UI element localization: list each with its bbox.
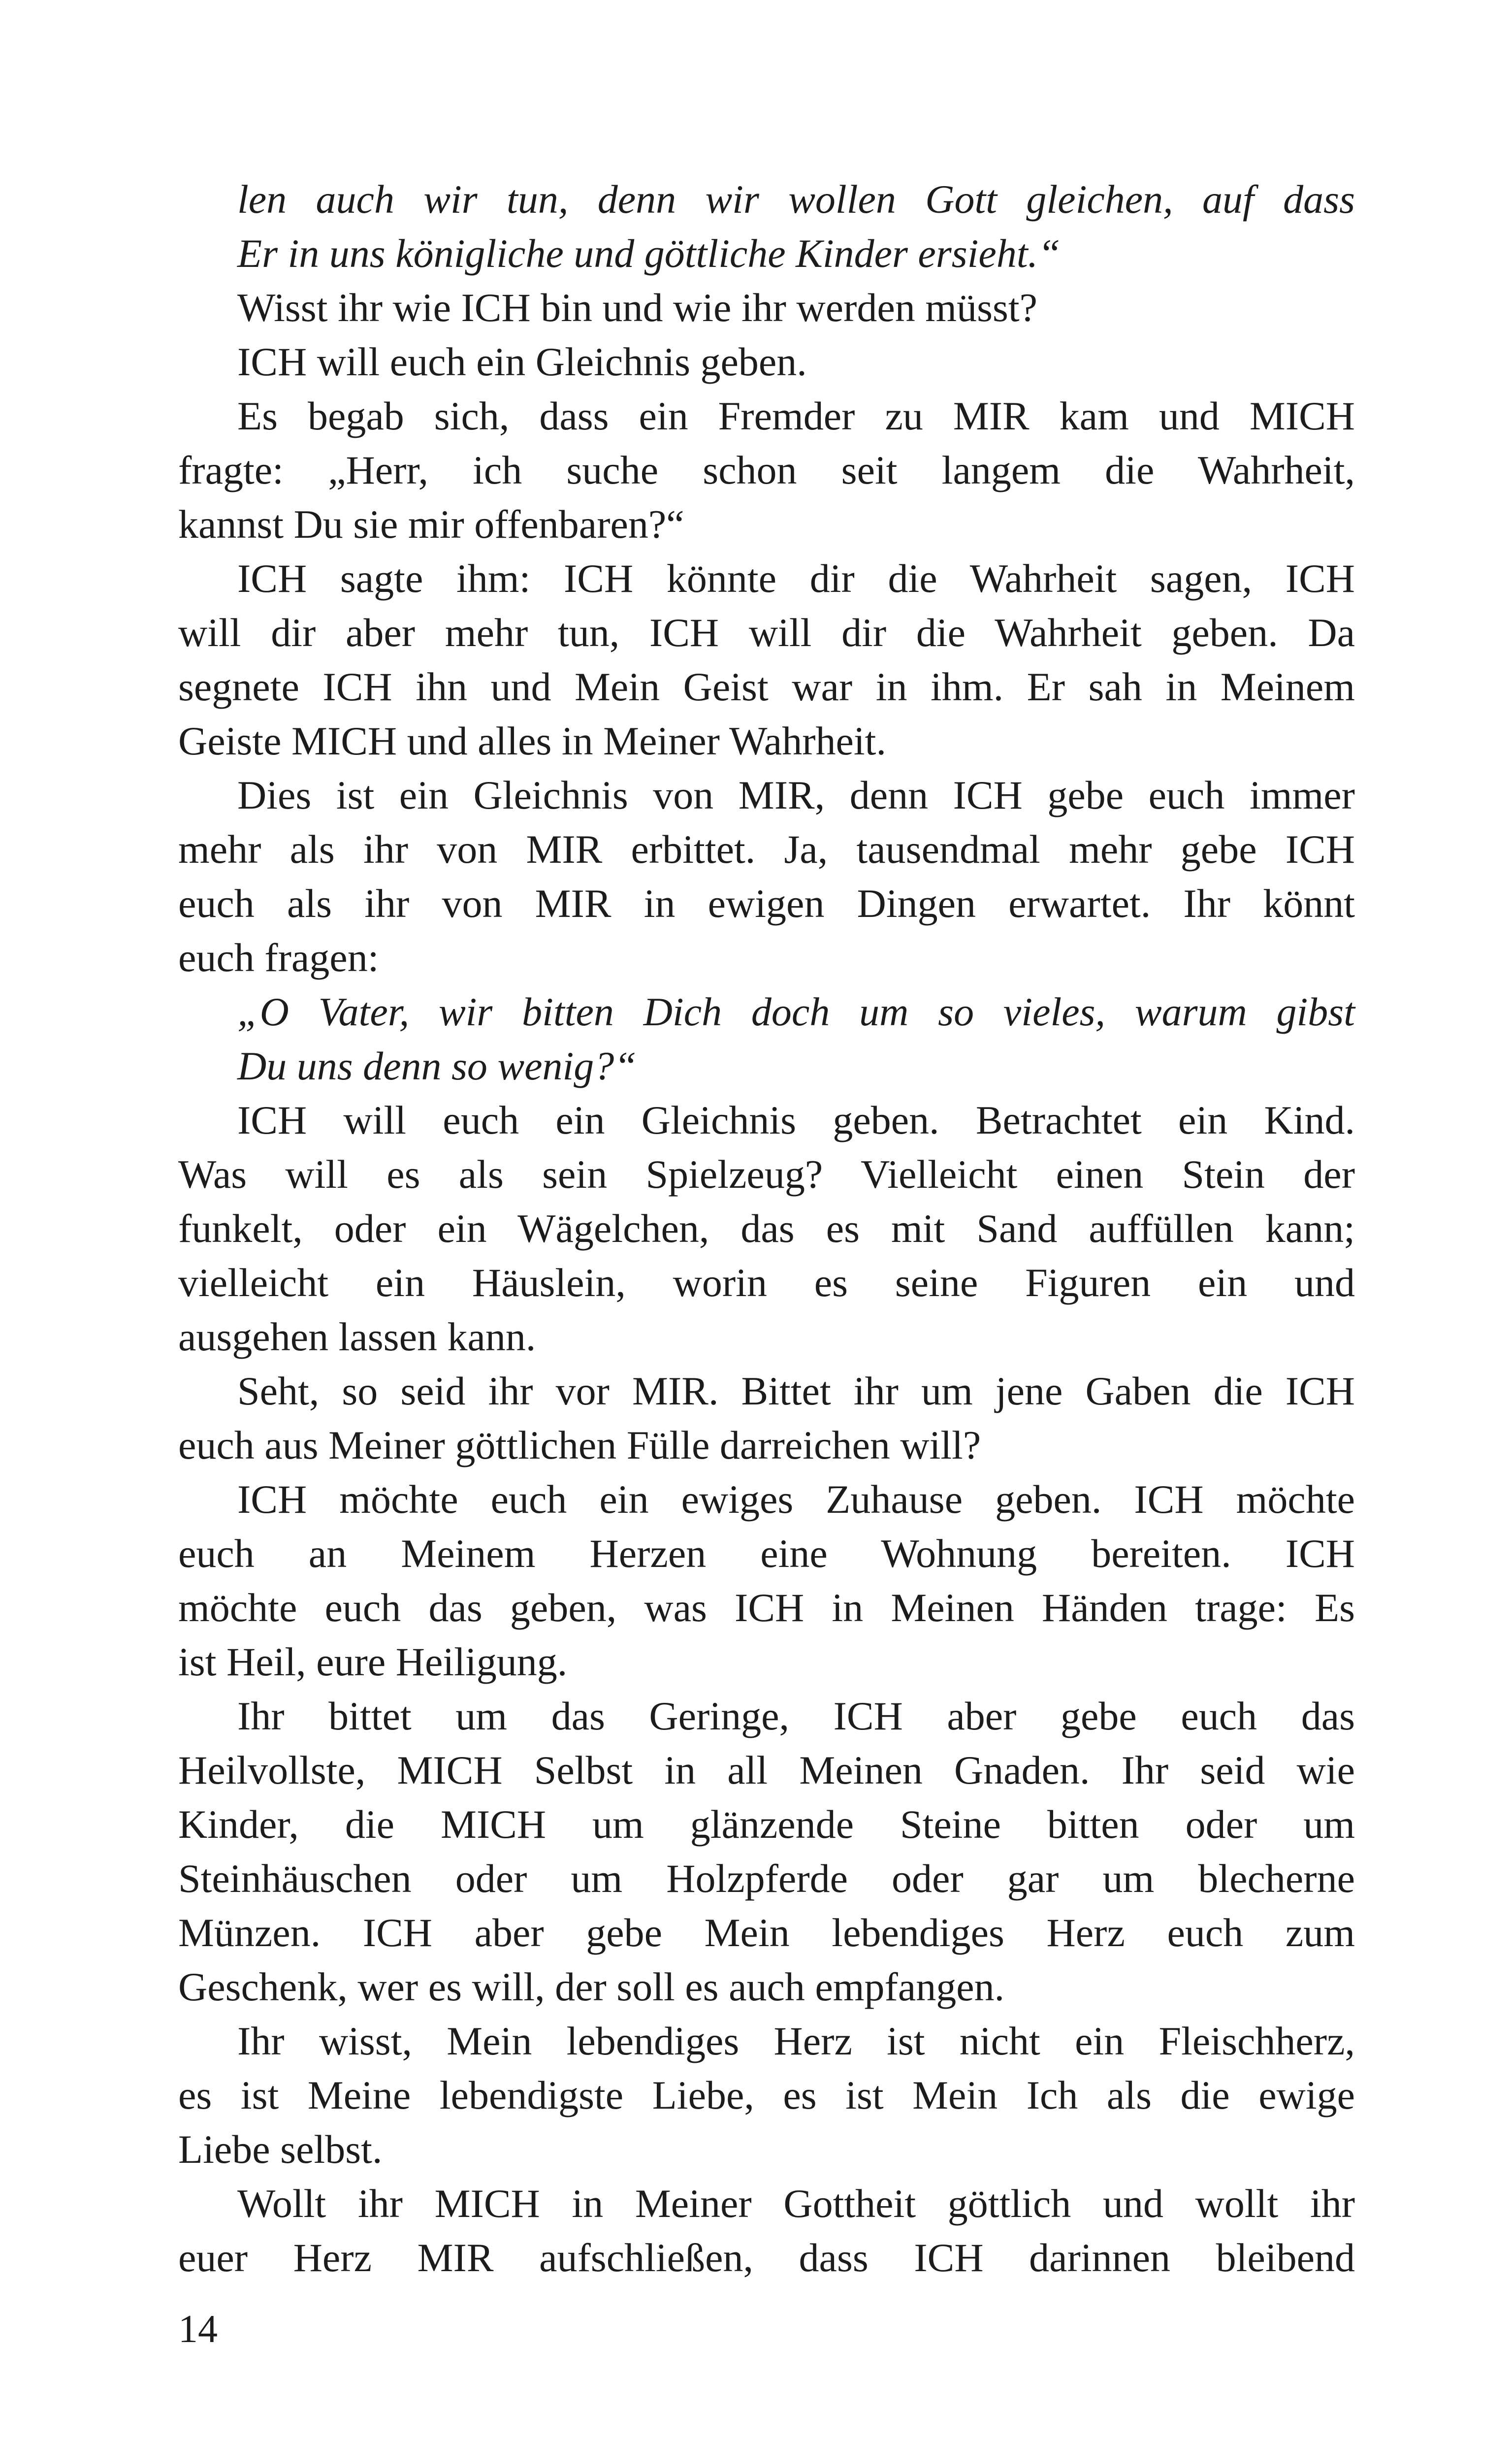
text-line: möchte euch das geben, was ICH in Meinen Händen trage: Es (178, 1585, 1355, 1630)
text-line: funkelt, oder ein Wägelchen, das es mit Sand auffüllen kann; (178, 1206, 1355, 1251)
text-line: Heilvollste, MICH Selbst in all Meinen Gnaden. Ihr seid wie (178, 1748, 1355, 1792)
text-line: Wollt ihr MICH in Meiner Gottheit göttlich und wollt ihr (237, 2181, 1355, 2226)
text-line: Es begab sich, dass ein Fremder zu MIR kam und MICH (237, 393, 1355, 438)
text-line: euch an Meinem Herzen eine Wohnung bereiten. ICH (178, 1531, 1355, 1576)
text-line: fragte: „Herr, ich suche schon seit langem die Wahrheit, (178, 448, 1355, 492)
text-line: ICH will euch ein Gleichnis geben. Betrachtet ein Kind. (237, 1098, 1355, 1142)
text-line: len auch wir tun, denn wir wollen Gott gleichen, auf dass (237, 177, 1355, 222)
text-line: mehr als ihr von MIR erbittet. Ja, tausendmal mehr gebe ICH (178, 827, 1355, 872)
text-line: will dir aber mehr tun, ICH will dir die Wahrheit geben. Da (178, 610, 1355, 655)
text-line: Geschenk, wer es will, der soll es auch empfangen. (178, 1964, 1005, 2009)
text-line: „O Vater, wir bitten Dich doch um so vieles, warum gibst (237, 989, 1355, 1034)
text-line: Ihr bittet um das Geringe, ICH aber gebe euch das (237, 1694, 1355, 1738)
text-line: Geiste MICH und alles in Meiner Wahrheit. (178, 718, 886, 763)
text-line: Kinder, die MICH um glänzende Steine bitten oder um (178, 1802, 1355, 1847)
text-line: euch fragen: (178, 935, 379, 980)
text-line: Was will es als sein Spielzeug? Vielleicht einen Stein der (178, 1152, 1355, 1197)
text-line: Dies ist ein Gleichnis von MIR, denn ICH gebe euch immer (237, 773, 1355, 817)
text-line: Liebe selbst. (178, 2127, 383, 2172)
page-number: 14 (178, 2308, 218, 2351)
text-line: Ihr wisst, Mein lebendiges Herz ist nicht ein Fleischherz, (237, 2019, 1355, 2063)
text-line: euer Herz MIR aufschließen, dass ICH darinnen bleibend (178, 2235, 1355, 2280)
text-line: Du uns denn so wenig?“ (237, 1043, 637, 1088)
text-line: ist Heil, eure Heiligung. (178, 1639, 568, 1684)
text-line: euch als ihr von MIR in ewigen Dingen erwartet. Ihr könnt (178, 881, 1355, 926)
text-line: ICH möchte euch ein ewiges Zuhause geben. ICH möchte (237, 1477, 1355, 1522)
text-line: Steinhäuschen oder um Holzpferde oder gar um blecherne (178, 1856, 1355, 1901)
text-line: ICH will euch ein Gleichnis geben. (237, 339, 807, 384)
text-line: segnete ICH ihn und Mein Geist war in ihm. Er sah in Meinem (178, 664, 1355, 709)
text-line: ICH sagte ihm: ICH könnte dir die Wahrheit sagen, ICH (237, 556, 1355, 601)
text-line: Münzen. ICH aber gebe Mein lebendiges Herz euch zum (178, 1910, 1355, 1955)
text-line: vielleicht ein Häuslein, worin es seine Figuren ein und (178, 1260, 1355, 1305)
text-line: Seht, so seid ihr vor MIR. Bittet ihr um jene Gaben die ICH (237, 1368, 1355, 1413)
text-line: kannst Du sie mir offenbaren?“ (178, 502, 684, 547)
text-line: es ist Meine lebendigste Liebe, es ist Mein Ich als die ewige (178, 2073, 1355, 2117)
text-line: ausgehen lassen kann. (178, 1314, 536, 1359)
text-line: Er in uns königliche und göttliche Kinder ersieht.“ (237, 231, 1061, 276)
text-line: Wisst ihr wie ICH bin und wie ihr werden müsst? (237, 285, 1038, 330)
text-line: euch aus Meiner göttlichen Fülle darreichen will? (178, 1423, 981, 1467)
body-text (178, 172, 1355, 2285)
